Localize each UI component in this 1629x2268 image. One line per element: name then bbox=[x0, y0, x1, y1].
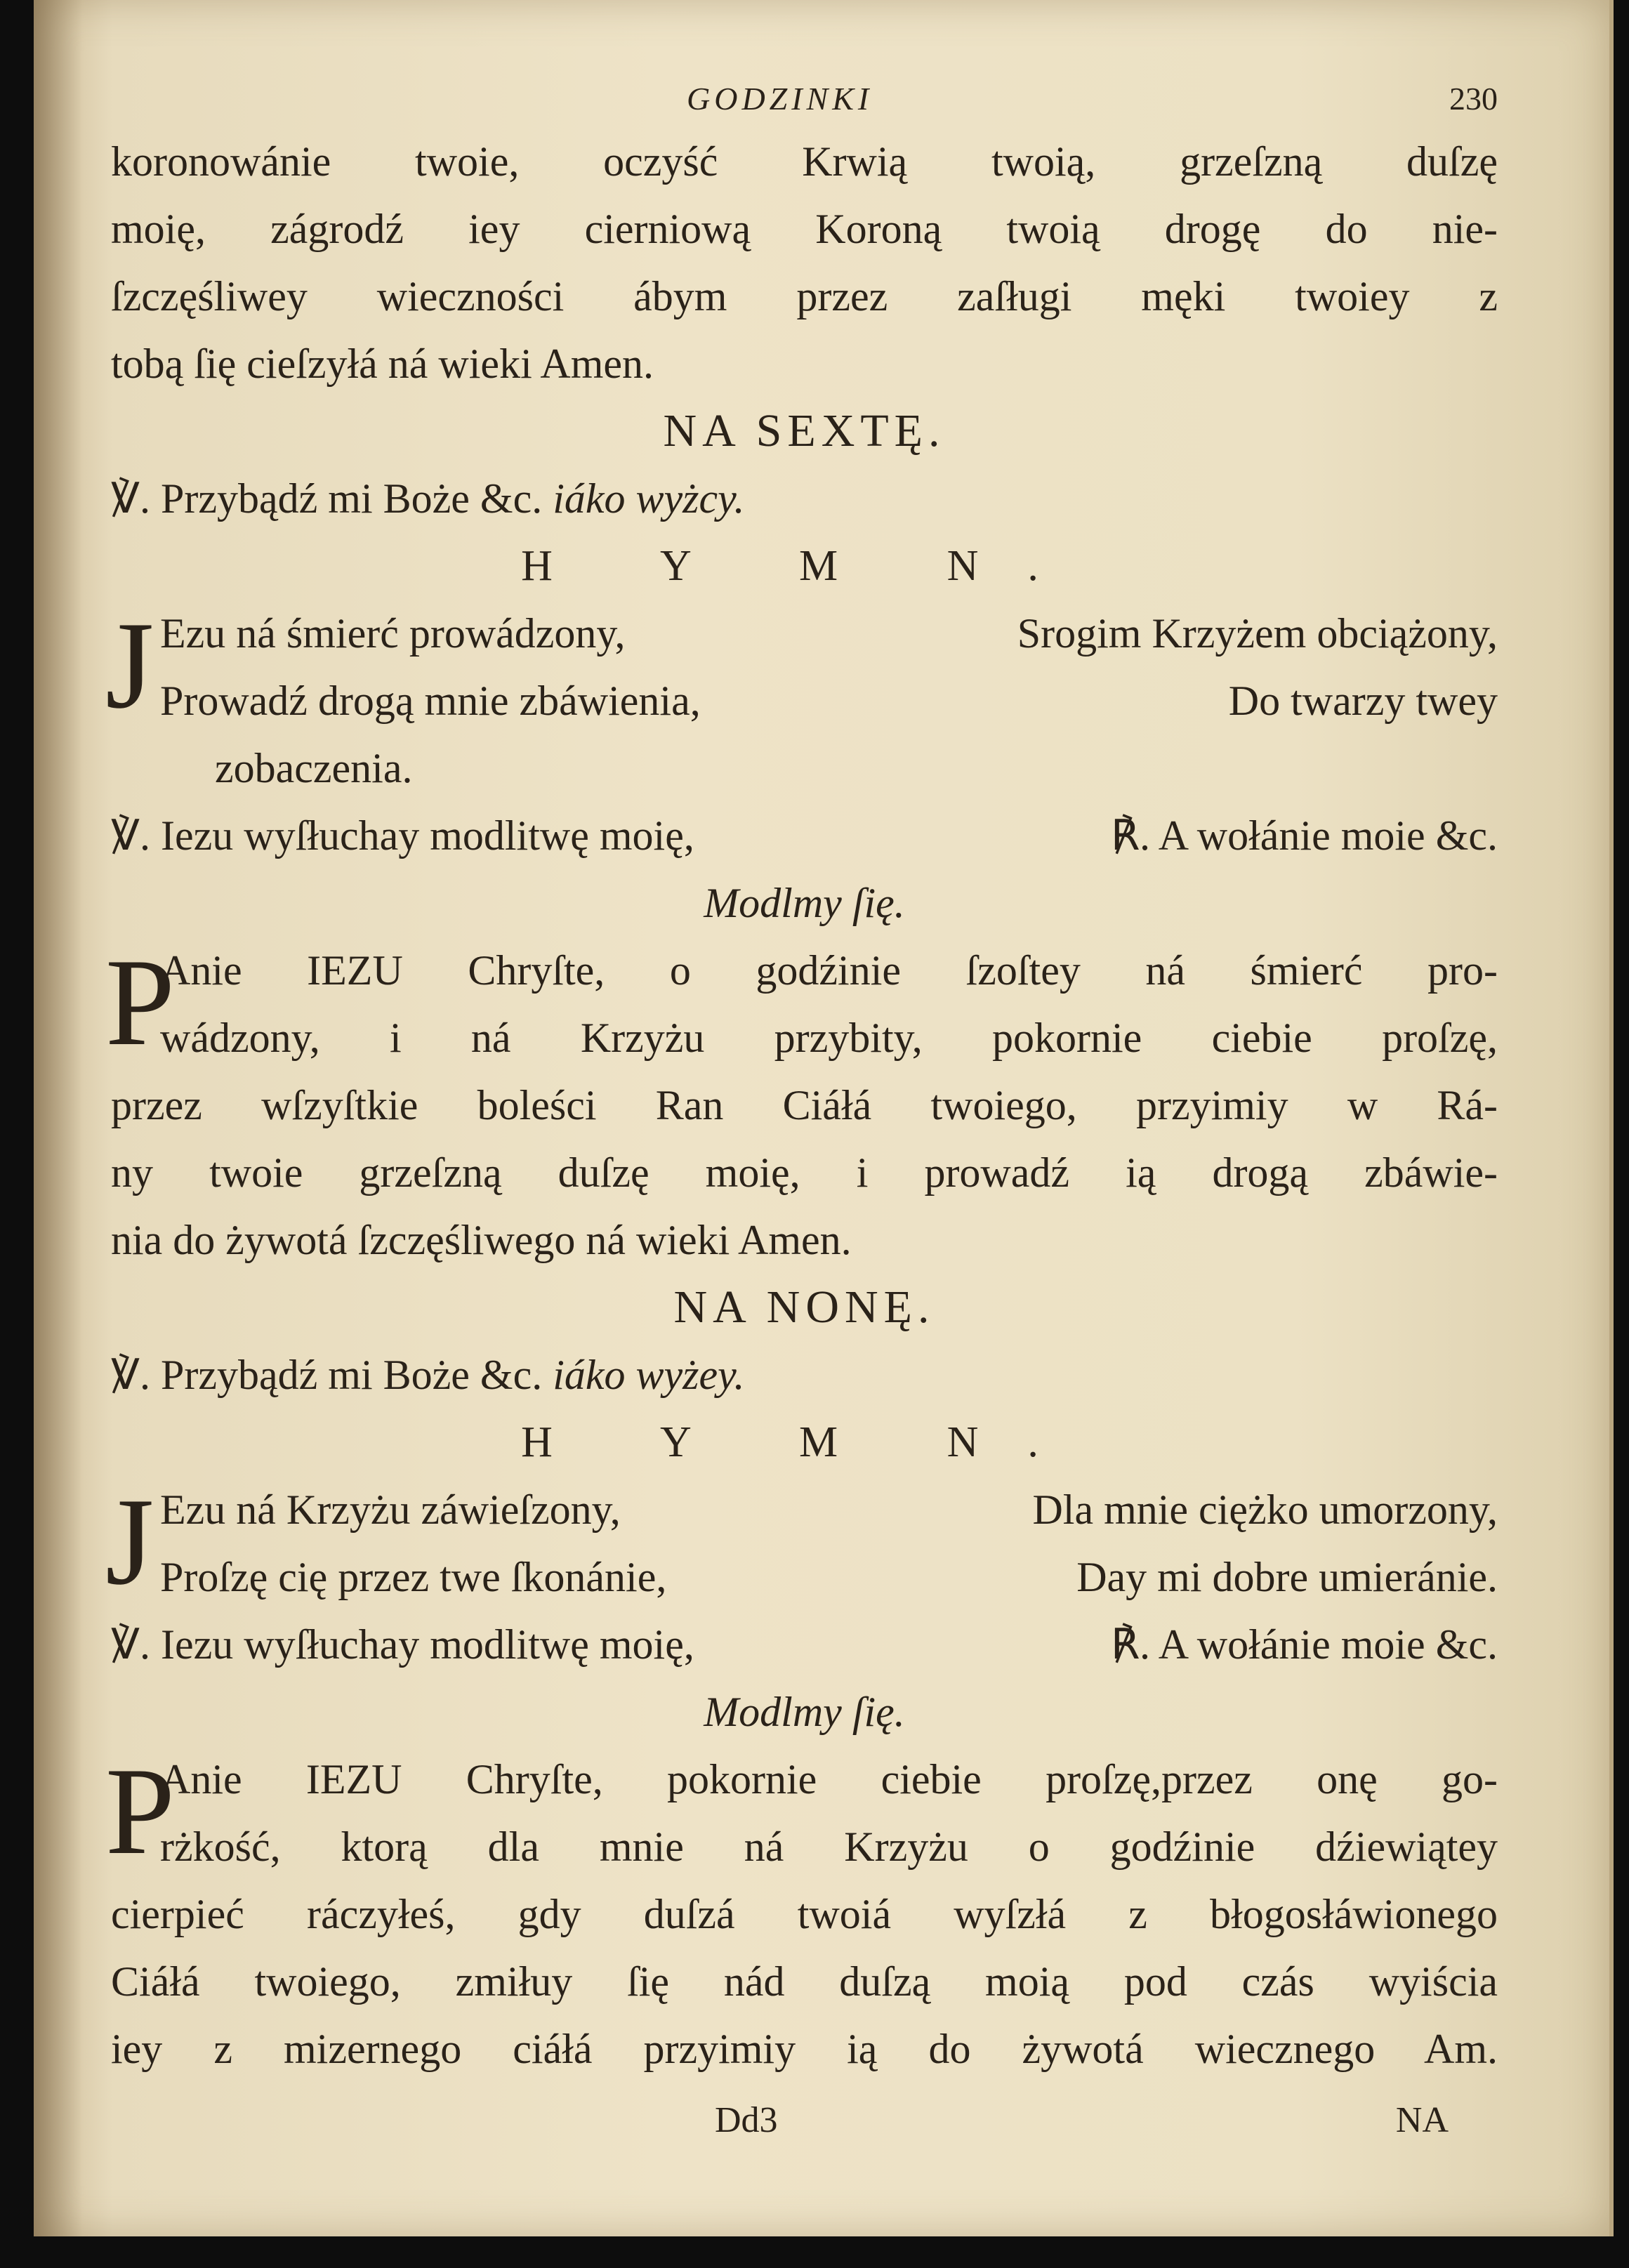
hymn-line-left: Ezu ná Krzyżu záwieſzony, bbox=[160, 1486, 621, 1533]
text-line: Ciáłá twoiego, zmiłuy ſię nád duſzą moią pod czás wyiścia bbox=[111, 1958, 1498, 2005]
response-text: A wołánie moie &c. bbox=[1158, 812, 1498, 859]
response-text: A wołánie moie &c. bbox=[1158, 1621, 1498, 1668]
page-number: 230 bbox=[1449, 81, 1498, 117]
versicle-mark: ℣. bbox=[111, 475, 151, 522]
text-line: ny twoie grzeſzną duſzę moię, i prowadź ią drogą zbáwie- bbox=[111, 1149, 1498, 1196]
hymn-line-right: Dla mnie ciężko umorzony, bbox=[1032, 1486, 1498, 1533]
versicle-mark: ℣. bbox=[111, 1621, 151, 1668]
prayer-rubric: Modlmy ſię. bbox=[704, 880, 905, 926]
running-title: GODZINKI bbox=[687, 81, 873, 117]
text-line: koronowánie twoie, oczyść Krwią twoią, grzeſzną duſzę bbox=[111, 138, 1498, 185]
hymn-line-right: Do twarzy twey bbox=[1228, 678, 1498, 724]
text-line: wádzony, i ná Krzyżu przybity, pokornie ciebie proſzę, bbox=[160, 1015, 1498, 1061]
response-line bbox=[111, 802, 1498, 869]
response-versicle bbox=[111, 802, 694, 869]
text-line: Anie IEZU Chryſte, pokornie ciebie proſzę,przez onę go- bbox=[160, 1756, 1498, 1802]
text-line: nia do żywotá ſzczęśliwego ná wieki Amen. bbox=[111, 1217, 852, 1263]
response-mark: ℟. bbox=[1111, 812, 1151, 859]
versicle-note: iáko wyżcy. bbox=[553, 475, 745, 522]
versicle-text: Przybądź mi Boże &c. bbox=[161, 1352, 543, 1398]
text-line: rżkość, ktorą dla mnie ná Krzyżu o godźinie dźiewiątey bbox=[160, 1824, 1498, 1870]
drop-cap: P bbox=[105, 932, 175, 1072]
prayer-paragraph bbox=[105, 932, 1498, 1274]
text-line: Anie IEZU Chryſte, o godźinie ſzoſtey ná śmierć pro- bbox=[160, 947, 1498, 994]
drop-cap: J bbox=[105, 595, 154, 734]
hymn-stanza bbox=[105, 1472, 1498, 1611]
versicle-text: Iezu wyſłuchay modlitwę moię, bbox=[161, 812, 694, 859]
book-page bbox=[34, 0, 1614, 2236]
versicle-text: Iezu wyſłuchay modlitwę moię, bbox=[161, 1621, 694, 1668]
versicle-note: iáko wyżey. bbox=[553, 1352, 745, 1398]
hymn-title: H Y M N. bbox=[521, 1418, 1088, 1466]
response-reply bbox=[1111, 802, 1498, 869]
page-gutter bbox=[34, 0, 83, 2236]
hymn-line-right: Day mi dobre umieránie. bbox=[1076, 1554, 1498, 1600]
text-line: moię, zágrodź iey cierniową Koroną twoią drogę do nie- bbox=[111, 206, 1498, 252]
hymn-line bbox=[111, 734, 1498, 802]
hymn-line bbox=[111, 1476, 1498, 1543]
section-heading-nona: NA NONĘ. bbox=[673, 1281, 935, 1333]
section-heading-sexta: NA SEXTĘ. bbox=[663, 405, 946, 456]
versicle-line bbox=[111, 1341, 1498, 1409]
hymn-line bbox=[111, 667, 1498, 734]
signature-mark: Dd3 bbox=[715, 2100, 778, 2140]
hymn-line-right: Srogim Krzyżem obciążony, bbox=[1017, 610, 1498, 657]
response-mark: ℟. bbox=[1111, 1621, 1151, 1668]
prayer-rubric: Modlmy ſię. bbox=[704, 1689, 905, 1735]
hymn-line bbox=[111, 1543, 1498, 1611]
page-text bbox=[105, 70, 1498, 2154]
top-paragraph bbox=[111, 128, 1498, 397]
response-line bbox=[111, 1611, 1498, 1678]
hymn-line-left: Prowadź drogą mnie zbáwienia, bbox=[160, 678, 701, 724]
text-line: tobą ſię cieſzyłá ná wieki Amen. bbox=[111, 341, 654, 387]
hymn-title: H Y M N. bbox=[521, 542, 1088, 590]
versicle-mark: ℣. bbox=[111, 812, 151, 859]
hymn-line-left: zobaczenia. bbox=[215, 745, 413, 791]
response-reply bbox=[1111, 1611, 1498, 1678]
text-line: iey z mizernego ciáłá przyimiy ią do żywotá wiecznego Am. bbox=[111, 2026, 1498, 2072]
drop-cap: J bbox=[105, 1472, 154, 1611]
prayer-paragraph bbox=[105, 1741, 1498, 2083]
text-line: przez wſzyſtkie boleści Ran Ciáłá twoiego, przyimiy w Rá- bbox=[111, 1082, 1498, 1128]
page-footer bbox=[111, 2087, 1498, 2154]
versicle-line bbox=[111, 465, 1498, 532]
text-line: ſzczęśliwey wieczności ábym przez zaſługi męki twoiey z bbox=[111, 273, 1498, 319]
drop-cap: P bbox=[105, 1741, 175, 1880]
versicle-mark: ℣. bbox=[111, 1352, 151, 1398]
hymn-line-left: Ezu ná śmierć prowádzony, bbox=[160, 610, 626, 657]
hymn-line bbox=[111, 600, 1498, 667]
catchword: NA bbox=[1395, 2100, 1449, 2140]
versicle-text: Przybądź mi Boże &c. bbox=[161, 475, 543, 522]
hymn-stanza bbox=[105, 595, 1498, 802]
hymn-line-left: Proſzę cię przez twe ſkonánie, bbox=[160, 1554, 667, 1600]
text-line: cierpieć ráczyłeś, gdy duſzá twoiá wyſzłá z błogosłáwionego bbox=[111, 1891, 1498, 1937]
response-versicle bbox=[111, 1611, 694, 1678]
running-head bbox=[111, 70, 1498, 128]
